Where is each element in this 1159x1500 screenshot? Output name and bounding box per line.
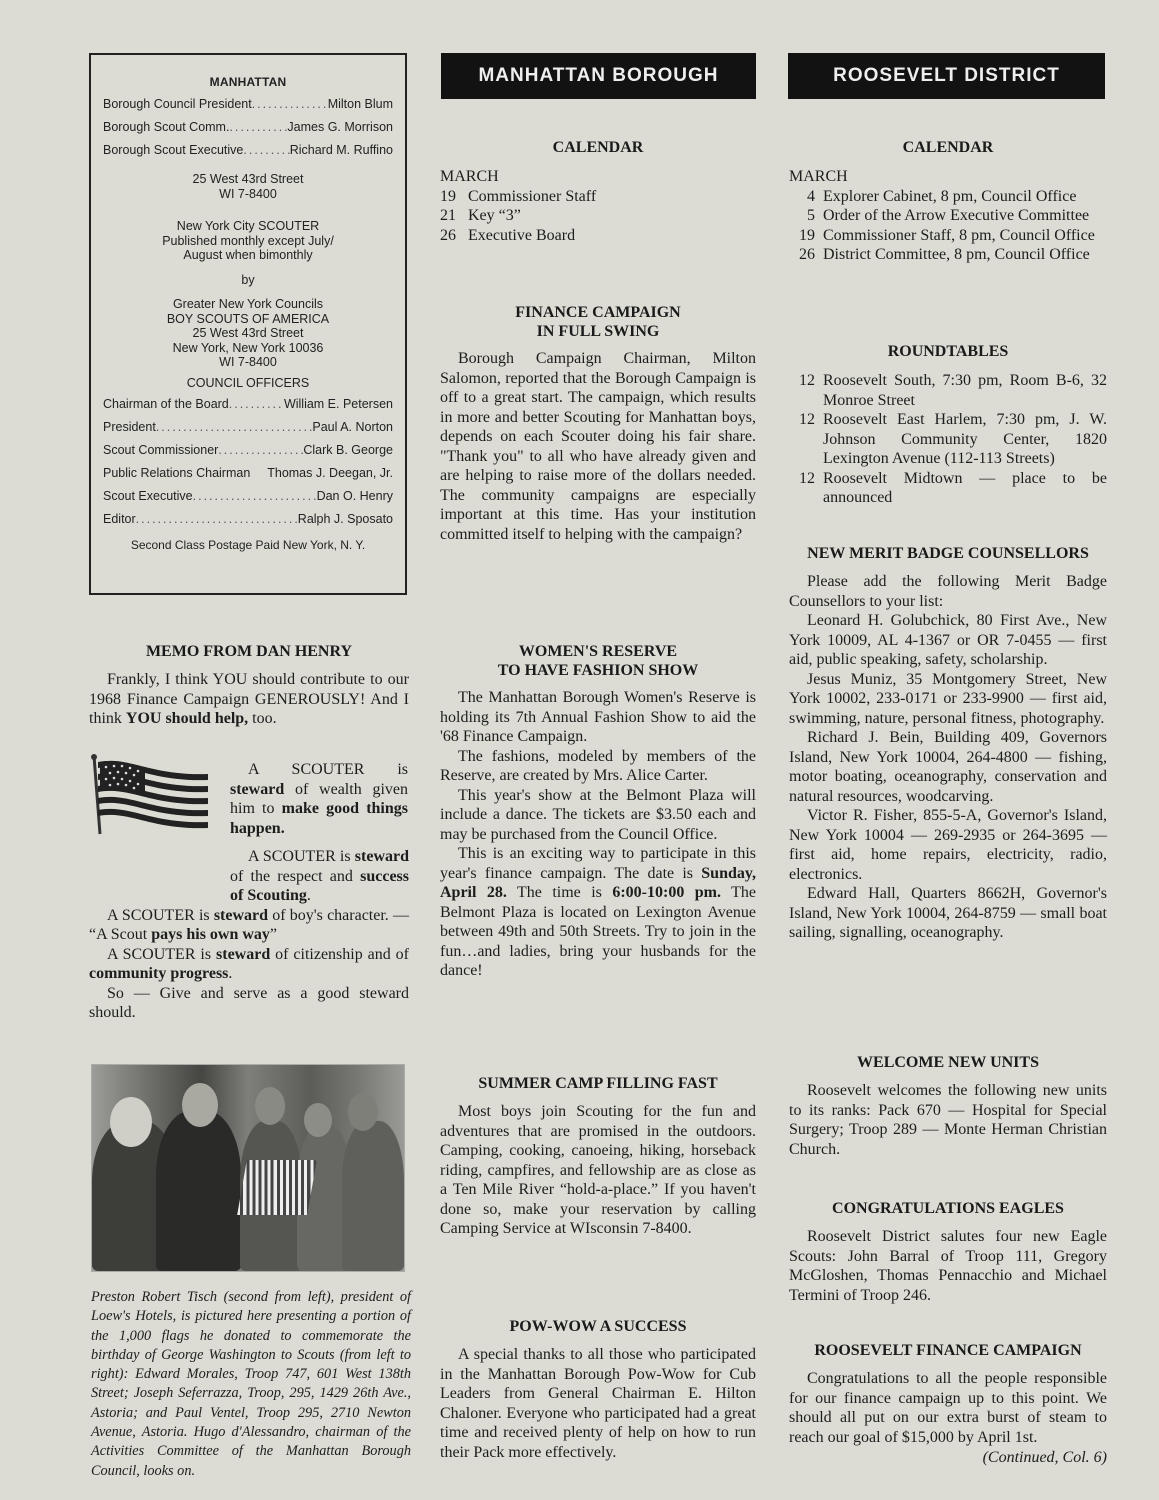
calendar-heading: CALENDAR [552,139,644,156]
memo-text: A SCOUTER is [248,848,355,865]
article-heading: FINANCE CAMPAIGN [515,304,681,321]
memo-text: of citizenship and of [270,945,409,963]
officer-role: President [103,420,156,434]
officer-role: Borough Scout Comm. [103,120,230,134]
article-body: Roosevelt welcomes the following new units to its ranks: Pack 670 — Hospital for Special Surgery; Troop 289 — Monte Herman Christian Church. [789,1082,1107,1158]
memo-article [89,642,409,729]
memo-text: A SCOUTER is [248,761,408,778]
calendar-text: Commissioner Staff, 8 pm, Council Office [823,226,1095,244]
calendar-item [789,226,1107,246]
memo-paragraph [89,906,409,945]
memo-emphasis: steward [354,848,409,865]
officer-name: James G. Morrison [287,120,393,134]
roundtable-text: Roosevelt Midtown — place to be announced [823,469,1107,506]
calendar-item [440,187,756,207]
memo-text: . [228,965,233,982]
roundtable-item [789,469,1107,508]
council-officer-row [91,393,405,416]
calendar-day: 26 [440,226,456,244]
officer-row [91,93,405,116]
address-line: 25 West 43rd Street [192,172,304,186]
memo-paragraph: So — Give and serve as a good steward should. [89,984,409,1021]
calendar-text: Commissioner Staff [468,187,597,205]
publication-line: New York City SCOUTER [176,219,320,233]
memo-continued [89,847,409,1023]
officer-row [91,139,405,162]
roundtable-day: 12 [799,372,815,389]
article-body: Most boys join Scouting for the fun and adventures that are promised in the outdoors. Camping, cooking, canoeing, hiking, horseback riding, campfires, and fellowship are as close as a Ten Mile River “hold-a-place.” If you haven't done so, make your reservation by calling Camping Service at WIsconsin 7-8400. [440,1103,756,1237]
calendar-day: 5 [807,207,815,224]
article-paragraph: The fashions, modeled by members of the Reserve, are created by Mrs. Alice Carter. [440,747,756,784]
phone-line: WI 7-8400 [219,186,277,201]
officer-role: Editor [103,512,136,526]
photo-caption: Preston Robert Tisch (second from left), president of Loew's Hotels, is pictured here presenting a portion of the 1,000 flags he donated to commemorate the birthday of George Washington to Scouts (from left to right): Edward Morales, Troop 747, 601 West 138th Street; Joseph Seferrazza, Troop, 295, 1429 26th Ave., Astoria; and Paul Ventel, Troop 295, 2710 Newton Avenue, Astoria. Hugo d'Alessandro, chairman of the Activities Committee of the Manhattan Borough Council, looks on. [91,1289,411,1479]
publisher-line: BOY SCOUTS OF AMERICA [166,311,330,326]
manhattan-calendar [440,138,756,245]
roosevelt-finance-article [789,1341,1107,1469]
memo-paragraph [89,945,409,984]
memo-paragraph [230,760,408,838]
memo-paragraph [89,670,409,729]
roundtable-day: 12 [799,469,815,487]
calendar-month: MARCH [789,168,848,185]
continued-note: (Continued, Col. 6) [982,1449,1107,1466]
american-flag-icon [90,754,215,836]
article-paragraph: Please add the following Merit Badge Counsellors to your list: [789,573,1107,610]
officer-role: Borough Scout Executive [103,143,244,157]
officer-role: Scout Executive [103,489,193,503]
publisher-line: 25 West 43rd Street [192,326,304,340]
council-officer-row [91,508,405,531]
article-heading: WOMEN'S RESERVE [518,643,678,660]
calendar-day: 19 [440,187,456,205]
postage-notice: Second Class Postage Paid New York, N. Y. [130,538,366,552]
article-body: Congratulations to all the people responsible for our finance campaign up to this point. We should all put on our extra burst of steam to reach our goal of $15,000 by April 1st. [789,1370,1107,1446]
memo-text: of the respect and [230,867,361,885]
article-heading: TO HAVE FASHION SHOW [497,662,699,679]
article-heading: POW-WOW A SUCCESS [509,1318,687,1335]
memo-text: A SCOUTER is [107,906,214,924]
officer-name: Ralph J. Sposato [297,512,393,526]
memo-emphasis: steward [213,906,269,924]
officer-role: Chairman of the Board [103,397,229,411]
calendar-day: 21 [440,207,456,224]
article-text: The time is [506,884,613,901]
officer-name: Thomas J. Deegan, Jr. [267,466,393,480]
calendar-item [789,206,1107,226]
memo-side-text [230,760,408,838]
article-heading: SUMMER CAMP FILLING FAST [478,1075,718,1092]
officer-name: Clark B. George [303,443,393,457]
publication-line: Published monthly except July/ [162,233,334,248]
finance-campaign-article [440,303,756,544]
scouts-flag-photo [91,1064,405,1272]
masthead-title: MANHATTAN [209,75,287,89]
borough-address [91,172,405,201]
by-line: by [241,272,255,287]
roosevelt-calendar [789,138,1107,265]
counsellor-entry: Edward Hall, Quarters 8662H, Governor's Island, New York 10004, 264-8759 — small boat sailing, signalling, oceanography. [789,885,1107,941]
calendar-text: Order of the Arrow Executive Committee [823,207,1090,224]
publisher-line: New York, New York 10036 [172,340,324,355]
officer-role: Scout Commissioner [103,443,219,457]
calendar-day: 26 [799,246,815,263]
calendar-day: 4 [807,187,815,205]
officer-row [91,116,405,139]
memo-emphasis: make good things happen. [230,800,408,837]
officer-role: Borough Council President [103,97,252,111]
article-heading: IN FULL SWING [536,323,660,340]
event-time: 6:00-10:00 pm. [612,884,721,901]
calendar-heading: CALENDAR [902,139,994,156]
masthead-box [89,53,407,595]
calendar-text: Key “3” [468,207,521,224]
publisher-line: WI 7-8400 [219,355,277,369]
officer-name: Dan O. Henry [316,489,393,503]
article-body: Borough Campaign Chairman, Milton Salomon, reported that the Borough Campaign is off to a great start. The campaign, which results in more and better Scouting for Manhattan boys, depends on each Scouter doing his fair share. "Thank you" to all who have already given and are helping to raise more of the dollars needed. The community campaigns are especially important at this time. Has your institution committed itself to helping with the campaign? [440,350,756,543]
council-officer-row [91,485,405,508]
memo-text: A SCOUTER is [107,945,217,963]
officer-name: Milton Blum [327,97,393,111]
article-heading: NEW MERIT BADGE COUNSELLORS [807,545,1089,562]
counsellor-entry: Jesus Muniz, 35 Montgomery Street, New York 10002, 233-0171 or 233-9900 — first aid, swimming, nature, personal fitness, photography. [789,670,1107,727]
manhattan-borough-banner: MANHATTAN BOROUGH [441,53,756,99]
calendar-item [789,245,1107,265]
publication-line: August when bimonthly [183,248,313,262]
welcome-new-units-article [789,1053,1107,1159]
memo-heading: MEMO FROM DAN HENRY [145,643,353,660]
calendar-list [789,167,1107,265]
roundtables-list [789,371,1107,508]
calendar-item [789,187,1107,207]
merit-badge-counsellors-article [789,544,1107,943]
event-date: Sunday, April 28. [440,864,756,901]
roundtable-item [789,410,1107,469]
memo-text: too. [248,710,277,727]
womens-reserve-article [440,642,756,981]
congratulations-eagles-article [789,1199,1107,1305]
memo-text: Frankly, I think YOU should contribute to our 1968 Finance Campaign GENEROUSLY! And I think [89,671,409,727]
roundtables-heading: ROUNDTABLES [887,343,1009,360]
calendar-text: Explorer Cabinet, 8 pm, Council Office [823,187,1077,205]
roundtable-text: Roosevelt South, 7:30 pm, Room B-6, 32 Monroe Street [823,372,1107,409]
roundtable-text: Roosevelt East Harlem, 7:30 pm, J. W. Johnson Community Center, 1820 Lexington Avenue (112-113 Streets) [823,411,1107,467]
article-paragraph: This year's show at the Belmont Plaza will include a dance. The tickets are $3.50 each and may be purchased from the Council Office. [440,786,756,843]
article-paragraph: The Manhattan Borough Women's Reserve is holding its 7th Annual Fashion Show to aid the '68 Finance Campaign. [440,689,756,745]
calendar-text: Executive Board [468,226,576,244]
article-heading: ROOSEVELT FINANCE CAMPAIGN [814,1342,1082,1359]
officer-name: Richard M. Ruffino [289,143,393,157]
officer-role: Public Relations Chairman [103,466,251,480]
roundtable-item [789,371,1107,410]
council-officer-row [91,462,405,485]
calendar-item [440,206,756,226]
memo-paragraph [89,847,409,906]
calendar-item [440,226,756,246]
article-heading: CONGRATULATIONS EAGLES [832,1200,1064,1217]
memo-emphasis: YOU should help, [125,710,249,727]
article-body: Roosevelt District salutes four new Eagle Scouts: John Barral of Troop 111, Gregory McGloshen, Thomas Pennacchio and Michael Termini of Troop 246. [789,1228,1107,1304]
memo-text: of boy's character. — “A Scout [89,906,409,943]
calendar-list [440,167,756,245]
article-body: A special thanks to all those who participated in the Manhattan Borough Pow-Wow for Cub Leaders from General Chairman E. Hilton Chaloner. Everyone who participated had a great time and received plenty of help on how to run their Pack more effectively. [440,1346,756,1461]
roosevelt-district-banner: ROOSEVELT DISTRICT [788,53,1105,99]
counsellor-entry: Victor R. Fisher, 855-5-A, Governor's Island, New York 10004 — 269-2935 or 264-3695 — first aid, home repairs, electricity, radio, electronics. [789,807,1107,883]
calendar-day: 19 [799,226,815,244]
officer-name: William E. Petersen [283,397,393,411]
memo-emphasis: pays his own way [151,926,270,943]
article-text: The Belmont Plaza is located on Lexington Avenue between 49th and 50th Streets. Try to join in the fun…and ladies, bring your husbands for the dance! [440,884,757,979]
article-text: This is an exciting way to participate in this year's finance campaign. The date is [440,845,756,882]
memo-emphasis: success of Scouting [230,867,409,904]
memo-emphasis: steward [216,945,271,963]
roundtable-day: 12 [799,411,815,428]
counsellor-entry: Richard J. Bein, Building 409, Governors Island, New York 10004, 264-4800 — fishing, motor boating, oceanography, conservation and natural resources, woodcarving. [789,729,1107,805]
memo-text: ” [269,926,278,943]
memo-emphasis: community progress [89,965,229,982]
publisher-info [91,297,405,370]
calendar-text: District Committee, 8 pm, Council Office [823,246,1090,263]
council-officer-row [91,416,405,439]
article-paragraph [440,844,756,981]
roundtables-section [789,342,1107,508]
counsellor-entry: Leonard H. Golubchick, 80 First Ave., New York 10009, AL 4-1367 or OR 7-0455 — first aid, public speaking, safety, scholarship. [789,612,1107,668]
publication-info [91,219,405,263]
publisher-line: Greater New York Councils [172,297,324,311]
article-heading: WELCOME NEW UNITS [857,1054,1039,1071]
council-officer-row [91,439,405,462]
officer-name: Paul A. Norton [312,420,393,434]
memo-text: of wealth given him to [230,780,408,817]
memo-text: . [306,887,311,904]
council-officers-heading: COUNCIL OFFICERS [186,375,310,390]
powwow-article [440,1317,756,1462]
summer-camp-article [440,1074,756,1239]
memo-emphasis: steward [230,780,285,798]
calendar-month: MARCH [440,168,499,185]
